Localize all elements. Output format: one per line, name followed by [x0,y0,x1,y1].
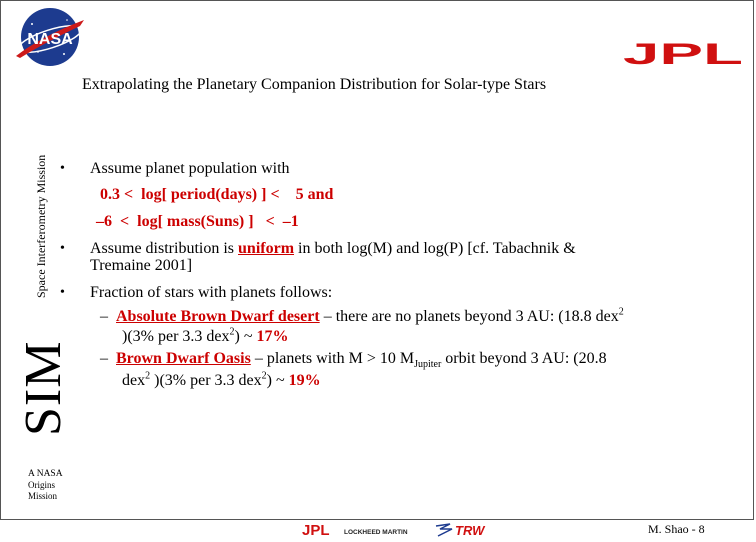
mass-range: –6 < log[ mass(Suns) ] < –1 [96,213,299,230]
oasis-fraction: 19% [288,372,321,389]
jpl-logo [622,40,744,66]
page-number: M. Shao - 8 [648,522,705,536]
bullet-2-post: in both log(M) and log(P) [cf. Tabachnik & [294,240,576,257]
bullet-3-text: Fraction of stars with planets follows: [90,284,333,301]
slide-title: Extrapolating the Planetary Companion Distribution for Solar-type Stars [82,76,547,93]
origins-line-1: A NASA [28,469,63,479]
desert-emphasis: Absolute Brown Dwarf desert [116,308,320,325]
oasis-line-2-mid: )(3% per 3.3 dex [150,372,262,389]
bullet-1-text: Assume planet population with [90,160,290,177]
desert-line-2-mid: ) ~ [234,328,257,345]
oasis-line-2-sup: 2 [145,370,151,382]
period-range: 0.3 < log[ period(days) ] < 5 and [100,186,334,203]
desert-post: – there are no planets beyond 3 AU: (18.8 dex [319,308,619,325]
oasis-line-2-sup-2: 2 [261,370,267,382]
sidebar-mission-label: Space Interferometry Mission [34,154,48,298]
bullet-dot: • [60,285,65,300]
sub-dash: – [100,350,108,367]
footer-lockheed-logo: LOCKHEED MARTIN [344,529,408,536]
sub-bullet-desert-line-2 [122,326,289,347]
footer-jpl-logo: JPL [302,522,330,539]
desert-line-2-pre: )(3% per 3.3 dex [122,328,230,345]
desert-sup: 2 [618,306,624,318]
sub-dash: – [100,308,108,325]
oasis-sub: Jupiter [414,359,442,371]
footer-trw-logo: TRW [455,523,485,538]
partner-logos [300,520,510,542]
bullet-dot: • [60,241,65,256]
nasa-logo [12,6,90,68]
oasis-post-2: orbit beyond 3 AU: (20.8 [441,350,607,367]
oasis-emphasis: Brown Dwarf Oasis [116,350,251,367]
desert-fraction: 17% [256,328,289,345]
sim-logo: SIM [15,340,72,436]
origins-line-2: Origins [28,480,55,490]
oasis-line-2-mid-2: ) ~ [266,372,289,389]
sub-bullet-oasis-line-2 [122,370,321,391]
uniform-emphasis: uniform [238,240,295,257]
bullet-2-text [90,238,690,280]
bullet-2-line-2: Tremaine 2001] [90,257,193,274]
sub-bullet-oasis [100,348,700,369]
origins-line-3: Mission [28,491,58,501]
desert-line-2-sup: 2 [229,326,235,338]
nasa-logo-text: NASA [27,31,73,48]
star-swoosh-icon [436,524,452,536]
oasis-post: – planets with M > 10 M [250,350,415,367]
jpl-logo-text: JPL [623,40,743,66]
bullet-dot: • [60,161,65,176]
bullet-2-pre: Assume distribution is [90,240,239,257]
oasis-line-2-pre: dex [122,372,146,389]
sub-bullet-desert [100,306,700,327]
origins-mission-label [28,469,63,502]
